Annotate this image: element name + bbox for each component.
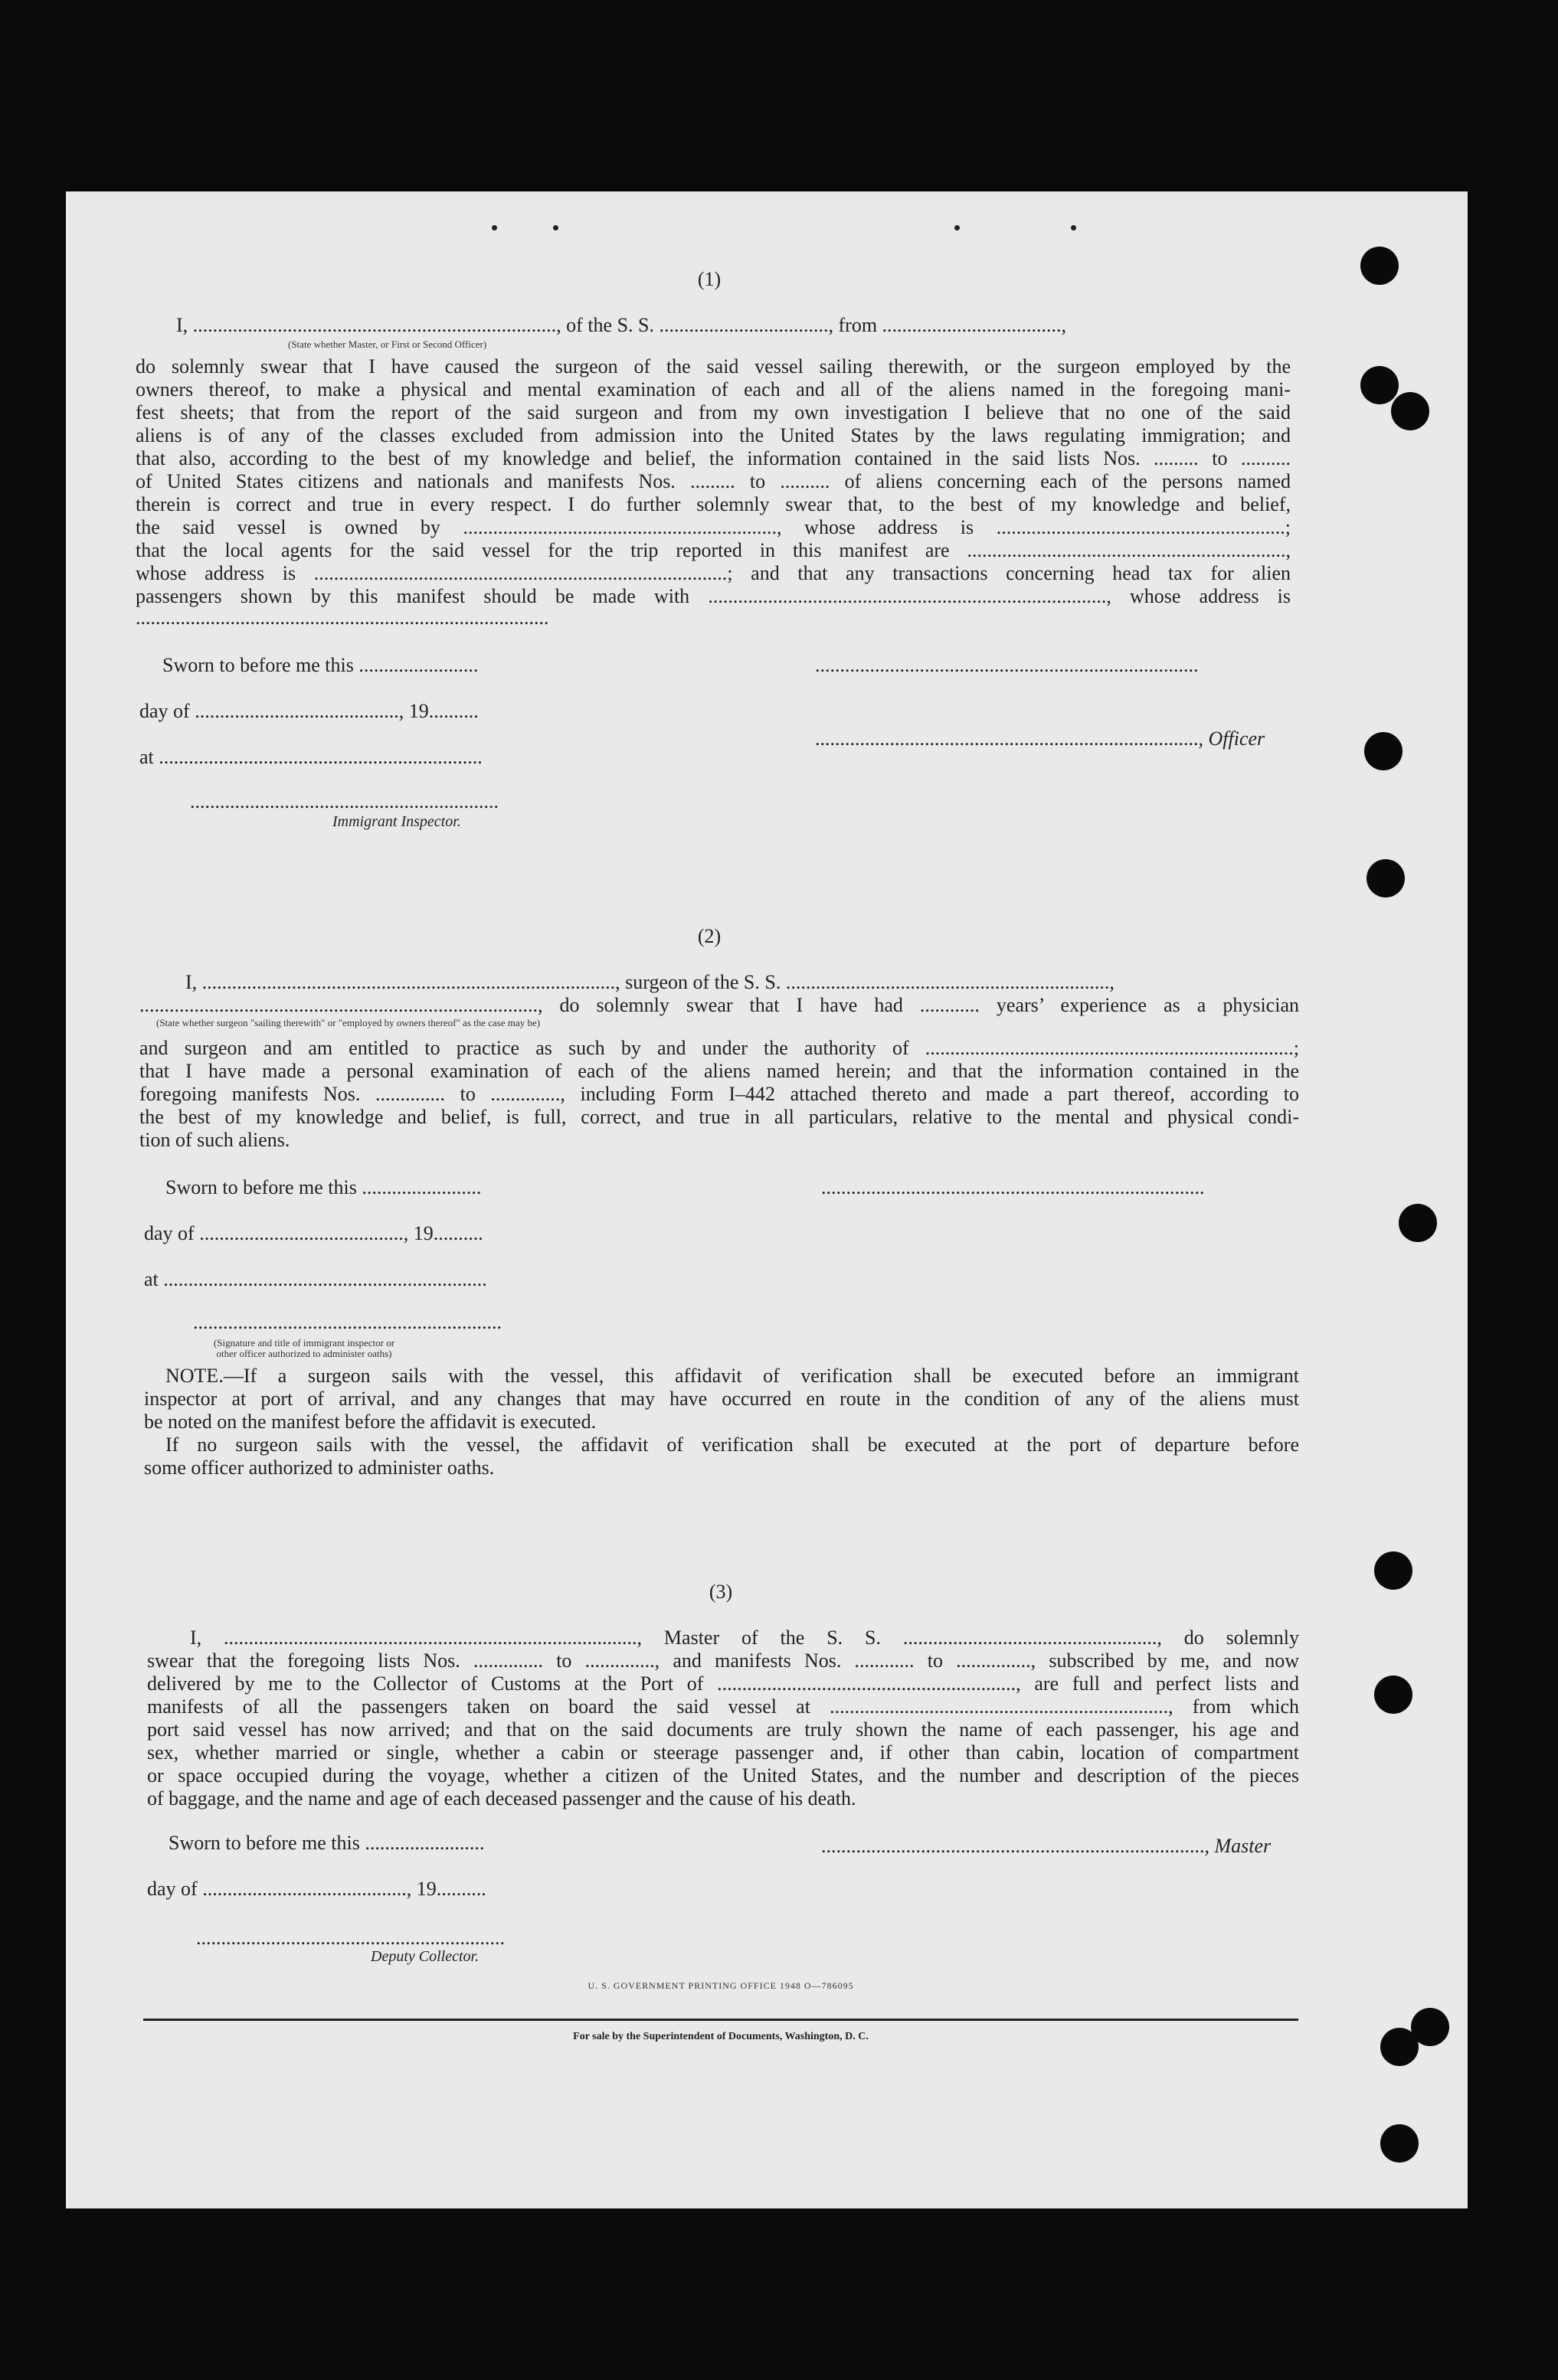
sec2-sworn: Sworn to before me this ........................ <box>165 1176 482 1198</box>
sec3-deputy-label: Deputy Collector. <box>371 1948 480 1965</box>
sec2-line-4: that I have made a personal examination of each of the aliens named herein; and that the information contained in the <box>139 1060 1299 1082</box>
punch-hole <box>1380 2124 1419 2163</box>
punch-hole <box>1360 247 1399 285</box>
sec1-sworn: Sworn to before me this ........................ <box>162 654 479 676</box>
sec3-line-1: I, ..................................................................................., Master of the S. S. ..................................................., do solemnly <box>190 1626 1299 1649</box>
punch-hole <box>1374 1551 1412 1590</box>
sec1-signature-line: ............................................................................. <box>815 654 1199 676</box>
sec2-at: at ................................................................. <box>144 1268 487 1290</box>
gpo-imprint: U. S. GOVERNMENT PRINTING OFFICE 1948 O—786095 <box>588 1980 854 1991</box>
sec3-line-3: delivered by me to the Collector of Customs at the Port of ............................................................, are full and perfect lists and <box>147 1672 1299 1695</box>
sec2-note-3: be noted on the manifest before the affidavit is executed. <box>144 1411 597 1433</box>
sec2-line-6: the best of my knowledge and belief, is full, correct, and true in all particulars, relative to the mental and physical condi- <box>139 1106 1299 1128</box>
punch-hole <box>1360 366 1399 404</box>
sec1-officer-note: (State whether Master, or First or Second Officer) <box>288 338 487 350</box>
speck <box>492 225 497 230</box>
sec2-line-1: I, ..................................................................................., surgeon of the S. S. ................................................................., <box>185 971 1114 993</box>
punch-hole <box>1391 392 1429 430</box>
sec2-surgeon-note: (State whether surgeon "sailing therewith" or "employed by owners thereof" as the case may be) <box>156 1017 541 1028</box>
punch-hole <box>1364 732 1403 770</box>
sec1-line-13: ................................................................................... <box>136 606 549 629</box>
sec2-signature-line: ............................................................................. <box>821 1176 1205 1198</box>
sec1-line-10: that the local agents for the said vessel for the trip reported in this manifest are ................................................................, <box>136 539 1291 561</box>
sec2-note-5: some officer authorized to administer oaths. <box>144 1456 495 1479</box>
sec1-line-1: I, ........................................................................., of the S. S. .................................., from ...................................., <box>176 314 1067 336</box>
sec1-line-11: whose address is ...................................................................................; and that any transactions concerning head tax for alien <box>136 562 1291 584</box>
sec2-note-4: If no surgeon sails with the vessel, the affidavit of verification shall be executed at the port of departure before <box>165 1434 1299 1456</box>
sec1-line-7: of United States citizens and nationals and manifests Nos. ......... to .......... of aliens concerning each of the persons named <box>136 470 1291 492</box>
sec3-sworn: Sworn to before me this ........................ <box>169 1832 485 1854</box>
sec3-deputy-line: .............................................................. <box>196 1927 505 1949</box>
punch-hole <box>1367 859 1405 897</box>
sec2-line-3: and surgeon and am entitled to practice as such by and under the authority of ..........................................................................; <box>139 1037 1299 1059</box>
sec1-line-6: that also, according to the best of my knowledge and belief, the information contained in the said lists Nos. ......... to .......... <box>136 447 1291 469</box>
punch-hole <box>1411 2008 1449 2046</box>
sec2-note-1: NOTE.—If a surgeon sails with the vessel, this affidavit of verification shall be executed before an immigrant <box>165 1365 1299 1387</box>
sec2-line-5: foregoing manifests Nos. .............. to .............., including Form I–442 attached thereto and made a part thereof, according to <box>139 1083 1299 1105</box>
sec3-line-8: of baggage, and the name and age of each deceased passenger and the cause of his death. <box>147 1787 856 1810</box>
sec2-inspector-note-1: (Signature and title of immigrant inspector or <box>213 1337 395 1349</box>
sec1-officer-line <box>815 727 1265 750</box>
sec1-inspector-label: Immigrant Inspector. <box>332 813 461 830</box>
sec1-line-3: owners thereof, to make a physical and mental examination of each and all of the aliens named in the foregoing mani- <box>136 378 1291 400</box>
sec1-line-12: passengers shown by this manifest should be made with ................................................................................, whose address is <box>136 585 1291 607</box>
sec2-inspector-note-2: other officer authorized to administer oaths) <box>216 1348 392 1359</box>
sec1-day: day of ........................................., 19.......... <box>139 700 479 722</box>
sec2-line-2: ................................................................................, do solemnly swear that I have had ............ years’ experience as a physician <box>139 994 1299 1016</box>
sec3-line-5: port said vessel has now arrived; and that on the said documents are truly shown the name of each passenger, his age and <box>147 1718 1299 1741</box>
form-sheet <box>66 191 1468 2208</box>
speck <box>553 225 558 230</box>
sec3-line-2: swear that the foregoing lists Nos. .............. to .............., and manifests Nos. ............ to ..............., subscribed by me, and now <box>147 1649 1299 1672</box>
sale-notice: For sale by the Superintendent of Documents, Washington, D. C. <box>573 2031 869 2042</box>
sec1-line-8: therein is correct and true in every respect. I do further solemnly swear that, to the best of my knowledge and belief, <box>136 493 1291 515</box>
section-3-number: (3) <box>709 1581 733 1603</box>
master-label: , Master <box>1204 1835 1272 1857</box>
section-2-number: (2) <box>697 925 722 947</box>
sec1-line-5: aliens is of any of the classes excluded from admission into the United States by the laws regulating immigration; and <box>136 424 1291 446</box>
sec1-inspector-line: .............................................................. <box>190 790 499 812</box>
speck <box>1071 225 1076 230</box>
sec1-line-9: the said vessel is owned by ..............................................................., whose address is ..........................................................; <box>136 516 1291 538</box>
sec1-line-2: do solemnly swear that I have caused the surgeon of the said vessel sailing therewith, or the surgeon employed by the <box>136 355 1291 378</box>
sec1-line-4: fest sheets; that from the report of the said surgeon and from my own investigation I believe that no one of the said <box>136 401 1291 423</box>
speck <box>954 225 960 230</box>
sec3-line-6: sex, whether married or single, whether a cabin or steerage passenger and, if other than cabin, location of compartment <box>147 1741 1299 1764</box>
master-dots: ............................................................................. <box>821 1835 1205 1857</box>
sec1-at: at ................................................................. <box>139 746 483 768</box>
sec3-line-4: manifests of all the passengers taken on board the said vessel at ...................................................................., from which <box>147 1695 1299 1718</box>
sec3-day: day of ........................................., 19.......... <box>147 1878 486 1900</box>
sec2-note-2: inspector at port of arrival, and any changes that may have occurred en route in the condition of any of the aliens must <box>144 1388 1299 1410</box>
sec3-master-line <box>821 1835 1271 1858</box>
officer-label: , Officer <box>1198 727 1265 750</box>
punch-hole <box>1399 1204 1437 1242</box>
sec2-line-7: tion of such aliens. <box>139 1129 290 1151</box>
sec3-line-7: or space occupied during the voyage, whether a citizen of the United States, and the number and description of the pieces <box>147 1764 1299 1787</box>
punch-hole <box>1374 1675 1412 1714</box>
section-1-number: (1) <box>697 268 722 290</box>
sec2-inspector-line: .............................................................. <box>193 1311 502 1333</box>
footer-rule <box>143 2019 1298 2021</box>
sec2-day: day of ........................................., 19.......... <box>144 1222 483 1244</box>
officer-dots: ............................................................................. <box>815 727 1199 750</box>
